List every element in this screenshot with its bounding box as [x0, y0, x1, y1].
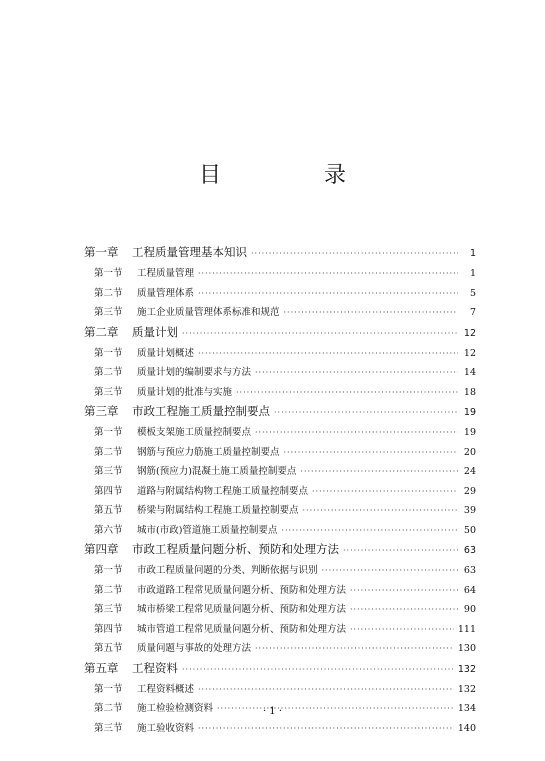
page-number: 50: [463, 524, 476, 536]
section-title: 道路与附属结构物工程施工质量控制要点: [137, 485, 309, 497]
chapter-number: 第二章: [84, 324, 119, 339]
dot-leader: [198, 723, 454, 734]
toc-section-row: [84, 720, 476, 740]
dot-leader: [182, 325, 458, 339]
toc-section-row: [84, 384, 476, 404]
page-number: 18: [463, 386, 476, 398]
page-number: 132: [457, 663, 476, 675]
dot-leader: [255, 427, 458, 438]
chapter-number: 第四章: [84, 542, 119, 556]
dot-leader: [281, 525, 458, 536]
toc-section-row: [84, 522, 476, 542]
page-number: 1: [469, 248, 476, 259]
dot-leader: [350, 604, 458, 615]
section-number: 第四节: [94, 623, 123, 635]
page-number: 1: [469, 268, 476, 279]
toc-section-row: [84, 463, 476, 483]
dot-leader: [255, 367, 458, 378]
section-title: 市政工程质量问题的分类、判断依据与识别: [137, 565, 318, 576]
section-title: 质量计划概述: [137, 347, 195, 359]
section-number: 第二节: [94, 703, 123, 714]
page-number: 24: [463, 466, 476, 477]
chapter-title: 质量计划: [132, 324, 178, 339]
page-number: 29: [463, 485, 476, 497]
section-title: 工程质量管理: [137, 268, 195, 279]
page-number: 90: [463, 604, 476, 615]
section-title: 市政道路工程常见质量问题分析、预防和处理方法: [137, 584, 347, 596]
section-number: 第三节: [94, 466, 123, 477]
section-number: 第一节: [94, 683, 123, 695]
dot-leader: [284, 447, 458, 458]
page-number: 39: [463, 505, 476, 516]
page-number: 20: [463, 446, 476, 458]
dot-leader: [303, 505, 458, 516]
section-title: 桥梁与附属结构工程施工质量控制要点: [137, 505, 299, 516]
section-title: 钢筋与预应力筋施工质量控制要点: [137, 446, 280, 458]
chapter-number: 第三章: [84, 404, 119, 418]
section-number: 第三节: [94, 386, 123, 398]
section-number: 第二节: [94, 367, 123, 378]
section-title: 质量问题与事故的处理方法: [137, 643, 252, 654]
toc-section-row: [84, 304, 476, 324]
toc-section-row: [84, 265, 476, 285]
page-number: 140: [457, 722, 476, 734]
toc-chapter-row: [84, 541, 476, 562]
page-number: 63: [463, 545, 476, 556]
section-title: 施工企业质量管理体系标准和规范: [137, 307, 280, 318]
chapter-title: 市政工程施工质量控制要点: [132, 404, 270, 418]
section-number: 第五节: [94, 643, 123, 654]
section-title: 工程资料概述: [137, 683, 195, 695]
section-title: 施工验收资料: [137, 722, 195, 734]
page-number: 7: [469, 307, 476, 318]
section-number: 第六节: [94, 524, 123, 536]
page-number: 19: [463, 407, 476, 418]
dot-leader: [255, 643, 454, 654]
dot-leader: [312, 486, 458, 497]
toc-section-row: [84, 444, 476, 464]
section-number: 第二节: [94, 287, 123, 299]
dot-leader: [236, 387, 458, 398]
section-title: 城市桥梁工程常见质量问题分析、预防和处理方法: [137, 604, 347, 615]
page-number: 134: [457, 703, 476, 714]
toc-section-row: [84, 681, 476, 701]
dot-leader: [343, 542, 458, 556]
page-number: 63: [463, 565, 476, 576]
page-number: 64: [463, 584, 476, 596]
toc-section-row: [84, 621, 476, 641]
chapter-title: 工程质量管理基本知识: [132, 245, 247, 259]
toc-chapter-row: [84, 244, 476, 265]
dot-leader: [274, 404, 458, 418]
toc-section-row: [84, 502, 476, 522]
section-title: 钢筋(预应力)混凝土施工质量控制要点: [137, 466, 297, 477]
page-number: 130: [457, 643, 476, 654]
toc-section-row: [84, 483, 476, 503]
dot-leader: [198, 288, 458, 299]
chapter-title: 工程资料: [132, 660, 178, 675]
section-title: 城市管道工程常见质量问题分析、预防和处理方法: [137, 623, 347, 635]
section-number: 第三节: [94, 307, 123, 318]
toc-chapter-row: [84, 660, 476, 681]
section-title: 质量计划的编制要求与方法: [137, 367, 252, 378]
toc-section-row: [84, 640, 476, 660]
dot-leader: [322, 565, 458, 576]
section-number: 第一节: [94, 565, 123, 576]
section-title: 模板支架施工质量控制要点: [137, 427, 252, 438]
section-number: 第五节: [94, 505, 123, 516]
section-number: 第一节: [94, 268, 123, 279]
chapter-number: 第五章: [84, 660, 119, 675]
chapter-number: 第一章: [84, 245, 119, 259]
page-number: 14: [463, 367, 476, 378]
page-number: 12: [463, 327, 476, 339]
toc-section-row: [84, 364, 476, 384]
section-number: 第三节: [94, 722, 123, 734]
section-number: 第二节: [94, 446, 123, 458]
page-number: 111: [457, 623, 476, 635]
toc-section-row: [84, 285, 476, 305]
table-of-contents: [84, 244, 476, 739]
toc-section-row: [84, 345, 476, 365]
page-number: 132: [457, 683, 476, 695]
page-title: 目 录: [199, 163, 394, 188]
dot-leader: [198, 348, 458, 359]
section-title: 质量管理体系: [137, 287, 195, 299]
toc-section-row: [84, 562, 476, 582]
section-title: 施工检验检测资料: [137, 703, 214, 714]
page-footer: · 1 ·: [262, 706, 283, 717]
section-number: 第三节: [94, 604, 123, 615]
section-number: 第一节: [94, 347, 123, 359]
dot-leader: [284, 307, 458, 318]
dot-leader: [350, 585, 458, 596]
toc-chapter-row: [84, 324, 476, 345]
toc-section-row: [84, 601, 476, 621]
section-number: 第一节: [94, 427, 123, 438]
chapter-title: 市政工程质量问题分析、预防和处理方法: [132, 542, 339, 556]
toc-chapter-row: [84, 403, 476, 424]
dot-leader: [198, 684, 454, 695]
section-number: 第四节: [94, 485, 123, 497]
page-number: 12: [463, 347, 476, 359]
dot-leader: [182, 661, 454, 675]
section-number: 第二节: [94, 584, 123, 596]
dot-leader: [251, 245, 458, 259]
dot-leader: [198, 268, 458, 279]
section-title: 城市(市政)管道施工质量控制要点: [137, 524, 278, 536]
dot-leader: [350, 624, 454, 635]
toc-section-row: [84, 582, 476, 602]
section-title: 质量计划的批准与实施: [137, 386, 233, 398]
toc-section-row: [84, 424, 476, 444]
dot-leader: [300, 466, 458, 477]
page-number: 19: [463, 427, 476, 438]
page-number: 5: [469, 287, 476, 299]
